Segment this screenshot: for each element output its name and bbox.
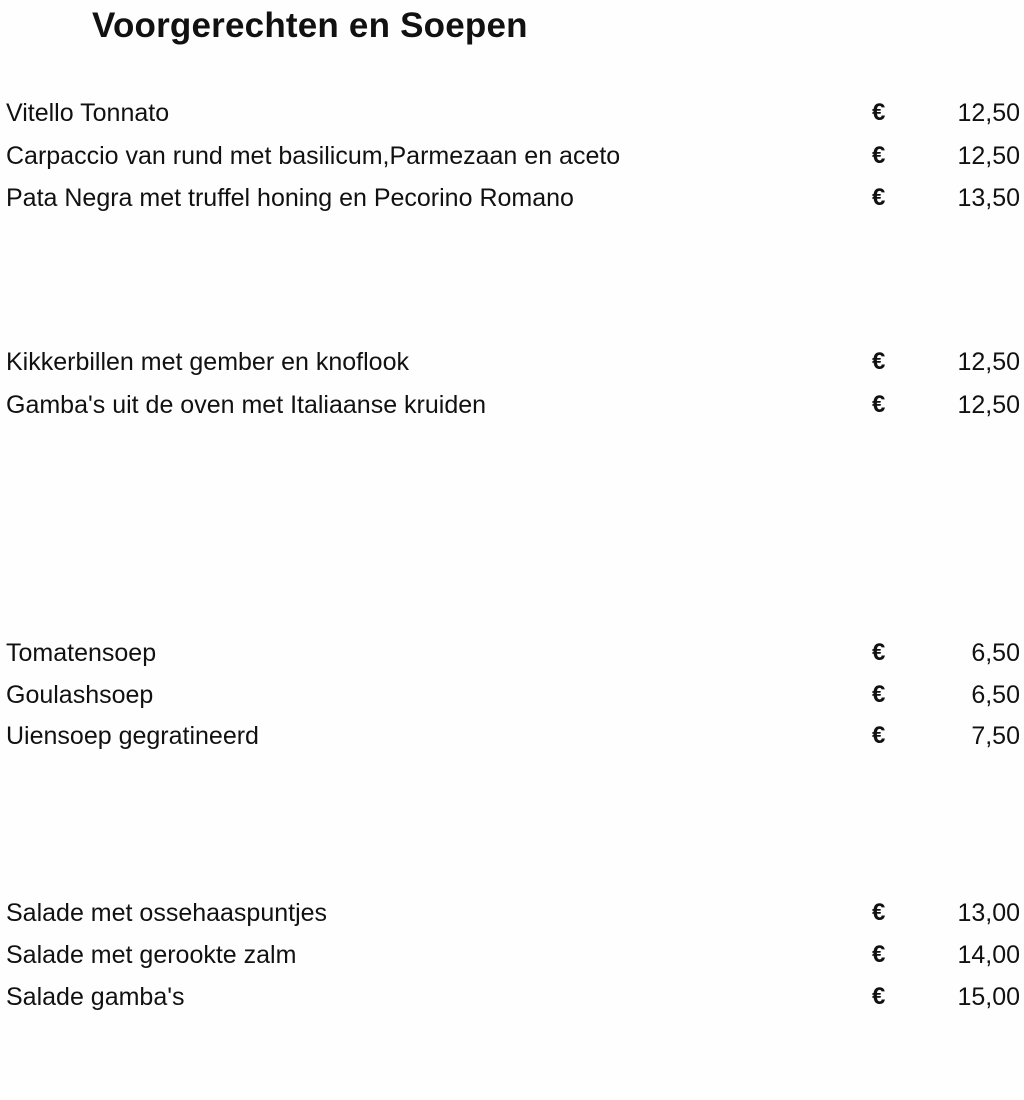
item-price: 6,50 — [971, 681, 1020, 709]
menu-item — [6, 177, 1020, 219]
currency-symbol: € — [872, 99, 886, 126]
item-name: Goulashsoep — [6, 681, 154, 709]
item-name: Uiensoep gegratineerd — [6, 722, 259, 750]
menu-item — [6, 632, 1020, 674]
currency-symbol: € — [872, 348, 886, 375]
currency-symbol: € — [872, 983, 886, 1010]
item-name: Vitello Tonnato — [6, 99, 170, 127]
item-name: Gamba's uit de oven met Italiaanse kruiden — [6, 391, 487, 419]
menu-item — [6, 976, 1020, 1018]
menu-item — [6, 715, 1020, 757]
item-name: Salade met gerookte zalm — [6, 941, 297, 969]
menu-item — [6, 892, 1020, 934]
item-price: 15,00 — [957, 983, 1020, 1011]
item-name: Kikkerbillen met gember en knoflook — [6, 348, 409, 376]
item-price: 13,50 — [957, 184, 1020, 212]
item-price: 7,50 — [971, 722, 1020, 750]
item-name: Tomatensoep — [6, 639, 157, 667]
item-name: Pata Negra met truffel honing en Pecorino Romano — [6, 184, 574, 212]
menu-item — [6, 92, 1020, 134]
item-price: 12,50 — [957, 99, 1020, 127]
currency-symbol: € — [872, 681, 886, 708]
menu-item — [6, 934, 1020, 976]
currency-symbol: € — [872, 722, 886, 749]
currency-symbol: € — [872, 184, 886, 211]
item-price: 14,00 — [957, 941, 1020, 969]
menu-item — [6, 341, 1020, 383]
item-price: 12,50 — [957, 391, 1020, 419]
currency-symbol: € — [872, 639, 886, 666]
currency-symbol: € — [872, 391, 886, 418]
currency-symbol: € — [872, 142, 886, 169]
currency-symbol: € — [872, 941, 886, 968]
currency-symbol: € — [872, 899, 886, 926]
item-price: 6,50 — [971, 639, 1020, 667]
menu-title: Voorgerechten en Soepen — [92, 6, 528, 45]
menu-item — [6, 674, 1020, 716]
item-name: Salade gamba's — [6, 983, 185, 1011]
item-name: Salade met ossehaaspuntjes — [6, 899, 328, 927]
menu-item — [6, 384, 1020, 426]
item-price: 12,50 — [957, 348, 1020, 376]
item-name: Carpaccio van rund met basilicum,Parmezaan en aceto — [6, 142, 621, 170]
item-price: 12,50 — [957, 142, 1020, 170]
menu-item — [6, 135, 1020, 177]
item-price: 13,00 — [957, 899, 1020, 927]
